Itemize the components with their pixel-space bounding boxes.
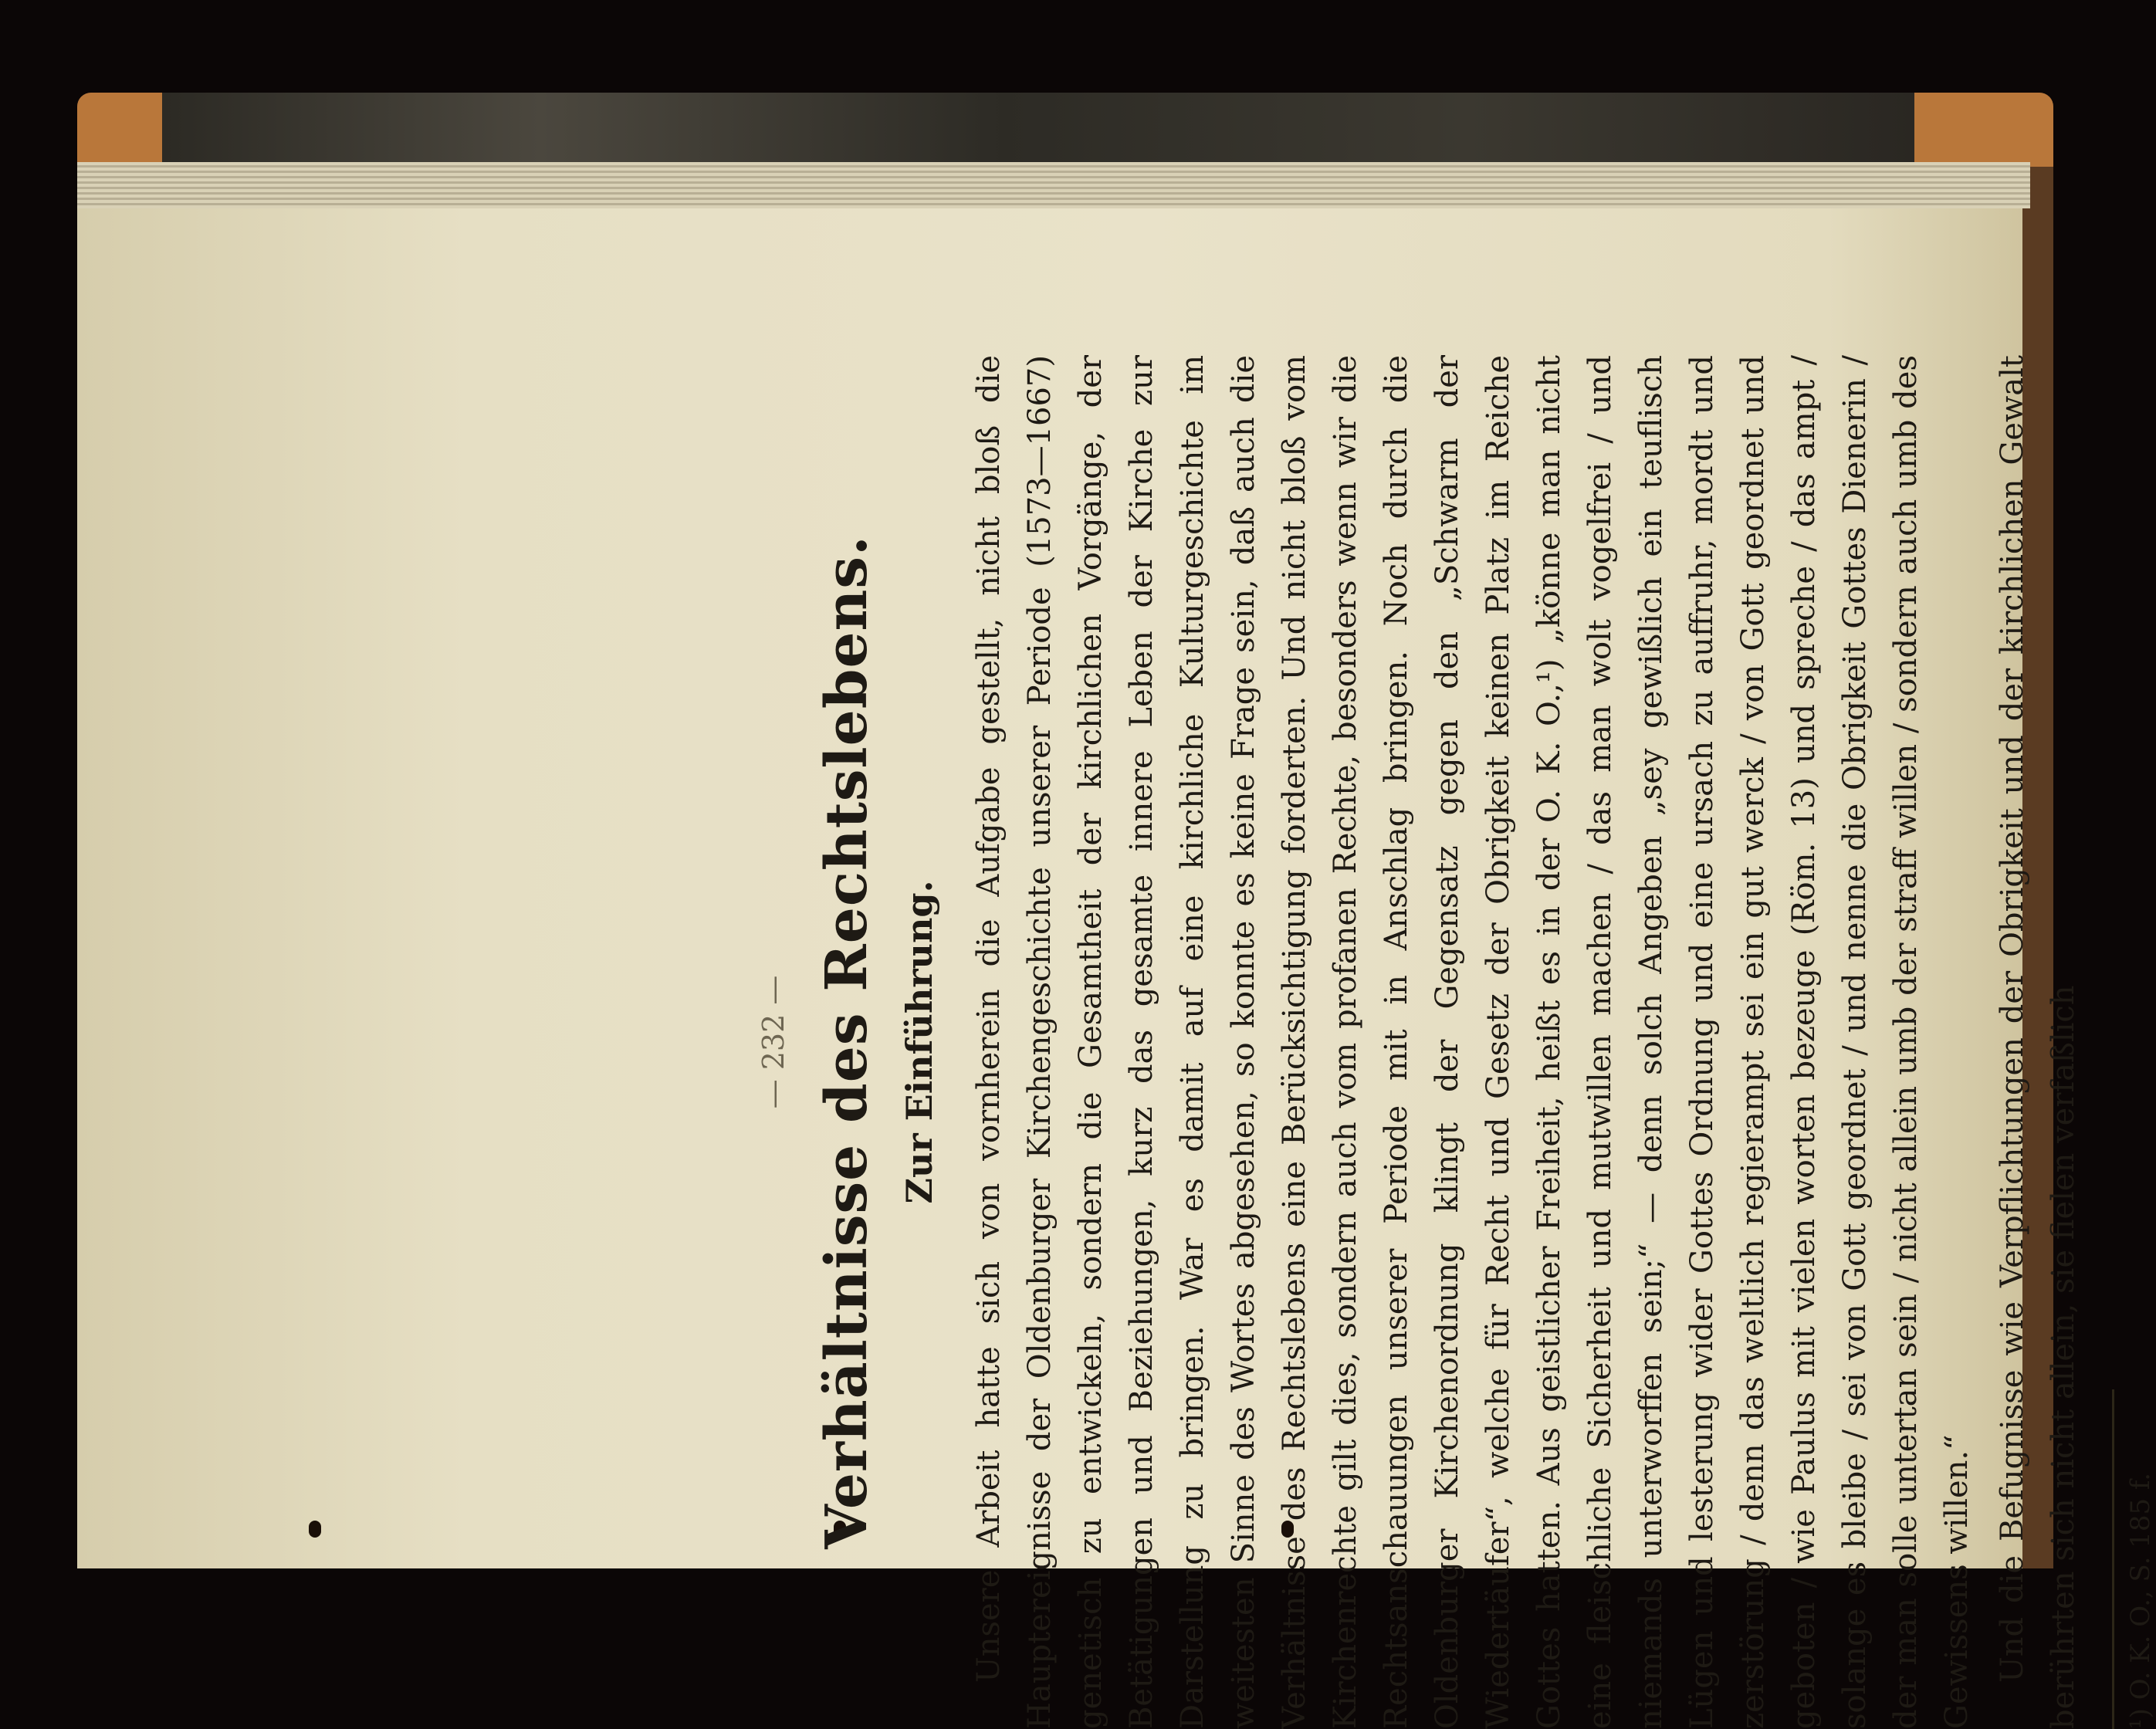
book — [77, 93, 2156, 1729]
binding-hole — [309, 1521, 321, 1538]
body-paragraph: Unsere Arbeit hatte sich von vornherein die Aufgabe gestellt, nicht bloß die Hauptereignisse der Oldenburger Kirchengeschichte unserer Periode (1573—1667) genetisch zu entwickeln, sondern die Gesamtheit der kirchlichen Vorgänge, der Betätigungen und Beziehungen, kurz das gesamte innere Leben der Kirche zur Darstellung zu bringen. War es damit auf eine kirchliche Kulturgeschichte im weitesten Sinne des Wortes abgesehen, so konnte es keine Frage sein, daß auch die Verhältnisse des Rechtslebens eine Berücksichtigung forderten. Und nicht bloß vom Kirchenrechte gilt dies, sondern auch vom profanen Rechte, besonders wenn wir die Rechtsanschauungen unserer Periode mit in Anschlag bringen. Noch durch die Oldenburger Kirchenordnung klingt der Gegensatz gegen den „Schwarm der Wiedertäufer“, welche für Recht und Gesetz der Obrigkeit keinen Platz im Reiche Gottes hatten. Aus geistlicher Freiheit, heißt es in der O. K. O.,¹) „könne man nicht eine fleischliche Sicherheit und mutwillen machen / das man wolt vogelfrei / und niemands unterworffen sein;“ — denn solch Angeben „sey gewißlich ein teuflisch Lügen und lesterung wider Gottes Ordnung und eine ursach zu auffruhr, mordt und zerstörung / denn das weltlich regierampt sei ein gut werck / von Gott geordnet und geboten / wie Paulus mit vielen worten bezeuge (Röm. 13) und spreche / das ampt / solange es bleibe / sei von Gott geordnet / und nenne die Obrigkeit Gottes Dienerin / der man solle untertan sein / nicht allein umb der straff willen / sondern auch umb des Gewissens willen.“ — [971, 355, 1975, 1729]
section-subtitle: Zur Einführung. — [899, 880, 940, 1204]
page-text-block — [756, 355, 2156, 1729]
footnote-rule — [2112, 1389, 2114, 1729]
page-edges — [77, 162, 2030, 208]
section-title: Verhältnisse des Rechtslebens. — [814, 535, 880, 1549]
footnote: ¹) O. K. O., S. 185 f. — [2125, 1472, 2156, 1729]
running-head: — 232 — — [756, 975, 790, 1109]
book-spine — [77, 93, 2053, 167]
body-paragraph: Und die Befugnisse wie Verpflichtungen der Obrigkeit und der kirchlichen Gewalt berührten sich nicht allein, sie fielen verfaßlich — [1995, 355, 2081, 1729]
book-page — [77, 208, 2156, 1729]
